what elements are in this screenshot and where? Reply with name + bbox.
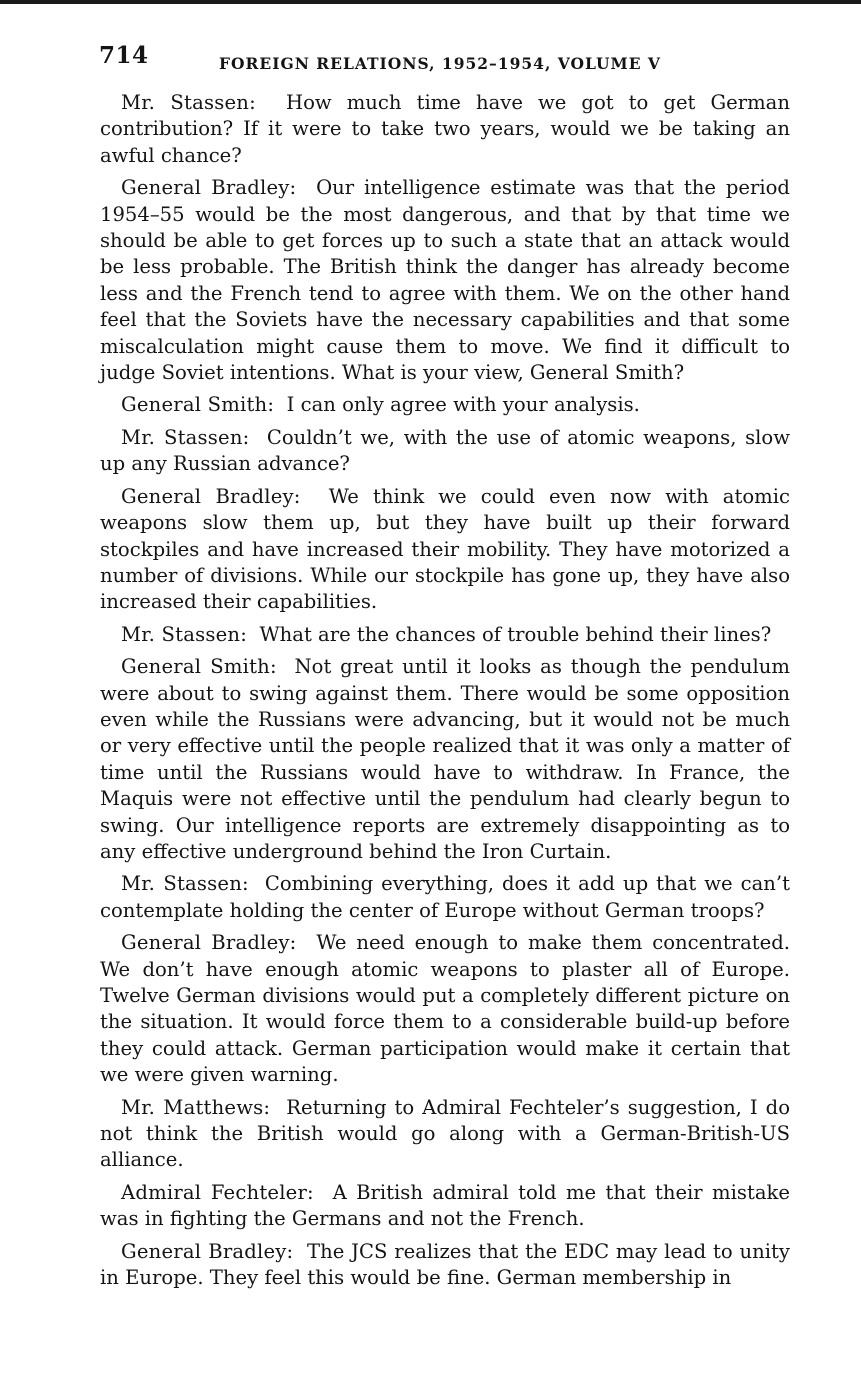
dialogue-paragraph bbox=[100, 871, 790, 924]
paragraph-text: I can only agree with your analysis. bbox=[286, 393, 640, 417]
speaker-name: General Smith: bbox=[121, 655, 277, 679]
volume-title: FOREIGN RELATIONS, 1952–1954, VOLUME V bbox=[219, 54, 661, 73]
speaker-name: General Bradley: bbox=[121, 1239, 294, 1263]
paragraph-text: Couldn’t we, with the use of atomic weapons, slow up any Russian advance? bbox=[100, 425, 790, 476]
paragraph-text: A British admiral told me that their mistake was in fighting the Germans and not the French. bbox=[100, 1180, 790, 1231]
dialogue-paragraph bbox=[100, 392, 790, 418]
document-body bbox=[100, 90, 790, 1297]
dialogue-paragraph bbox=[100, 622, 790, 648]
dialogue-paragraph bbox=[100, 1239, 790, 1292]
paragraph-text: Not great until it looks as though the pendulum were about to swing against them. There would be some opposition even while the Russians were advancing, but it would not be much or very effective until the people realized that it was only a matter of time until the Russians would have to withdraw. In France, the Maquis were not effective until the pendulum had clearly begun to swing. Our intelligence reports are extremely disappointing as to any effective underground behind the Iron Curtain. bbox=[100, 655, 790, 863]
dialogue-paragraph bbox=[100, 425, 790, 478]
paragraph-text: Our intelligence estimate was that the period 1954–55 would be the most dangerous, and that by that time we should be able to get forces up to such a state that an attack would be less probable. The British think the danger has already become less and the French tend to agree with them. We on the other hand feel that the Soviets have the necessary capabilities and that some miscalculation might cause them to move. We find it difficult to judge Soviet intentions. What is your view, General Smith? bbox=[100, 176, 790, 385]
page-number: 714 bbox=[99, 42, 149, 69]
running-header bbox=[99, 42, 789, 72]
speaker-name: General Bradley: bbox=[121, 484, 301, 508]
dialogue-paragraph bbox=[100, 654, 790, 865]
paragraph-text: Combining everything, does it add up that we can’t contemplate holding the center of Europe without German troops? bbox=[100, 872, 790, 922]
speaker-name: Mr. Stassen: bbox=[121, 425, 250, 449]
speaker-name: General Bradley: bbox=[121, 176, 297, 200]
paragraph-text: We think we could even now with atomic weapons slow them up, but they have built up their forward stockpiles and have increased their mobility. They have motorized a number of divisions. While our stockpile has gone up, they have also increased their capabilities. bbox=[100, 484, 790, 614]
speaker-name: Mr. Matthews: bbox=[121, 1095, 271, 1119]
dialogue-paragraph bbox=[100, 484, 790, 616]
speaker-name: General Bradley: bbox=[121, 931, 297, 955]
speaker-name: Mr. Stassen: bbox=[121, 872, 249, 896]
paragraph-text: What are the chances of trouble behind their lines? bbox=[259, 622, 772, 646]
dialogue-paragraph bbox=[100, 930, 790, 1088]
paragraph-text: Returning to Admiral Fechteler’s suggestion, I do not think the British would go along with a German-British-US alliance. bbox=[100, 1095, 790, 1172]
page-top-edge bbox=[0, 0, 861, 4]
dialogue-paragraph bbox=[100, 1180, 790, 1233]
speaker-name: Mr. Stassen: bbox=[121, 91, 256, 114]
paragraph-text: We need enough to make them concentrated. We don’t have enough atomic weapons to plaster all of Europe. Twelve German divisions would put a completely different picture on the situation. It would force them to a considerable build-up before they could attack. German participation would make it certain that we were given warning. bbox=[100, 931, 790, 1087]
paragraph-text: How much time have we got to get German contribution? If it were to take two years, would we be taking an awful chance? bbox=[100, 91, 790, 167]
dialogue-paragraph bbox=[100, 175, 790, 386]
dialogue-paragraph bbox=[100, 90, 790, 169]
speaker-name: General Smith: bbox=[121, 393, 275, 417]
speaker-name: Admiral Fechteler: bbox=[121, 1180, 314, 1204]
paragraph-text: The JCS realizes that the EDC may lead to unity in Europe. They feel this would be fine. German membership in bbox=[100, 1239, 790, 1290]
speaker-name: Mr. Stassen: bbox=[121, 622, 248, 646]
dialogue-paragraph bbox=[100, 1095, 790, 1174]
